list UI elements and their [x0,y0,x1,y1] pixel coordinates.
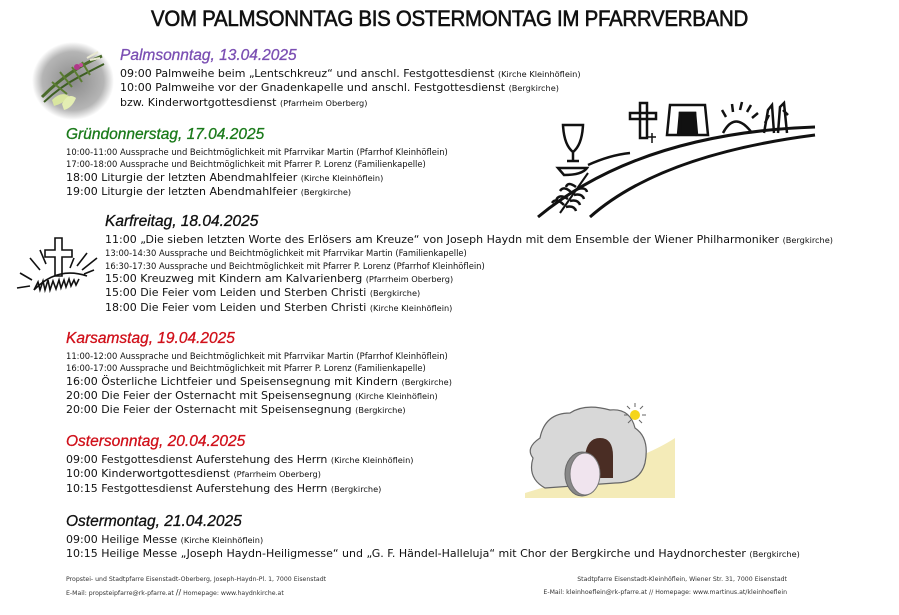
event-line: 09:00 Heilige Messe (Kirche Kleinhöflein) [66,533,264,546]
event-line: bzw. Kinderwortgottesdienst (Pfarrheim Oberberg) [120,95,368,109]
event-line: 10:00-11:00 Aussprache und Beichtmöglichkeit mit Pfarrvikar Martin (Pfarrhof Kleinhöflein) [66,147,448,157]
day-heading: Ostersonntag, 20.04.2025 [66,433,246,450]
event-location: (Bergkirche) [749,549,800,560]
empty-tomb-icon [515,398,675,503]
event-line: 16:00-17:00 Aussprache und Beichtmöglichkeit mit Pfarrer P. Lorenz (Familienkapelle) [66,363,426,374]
footer-left-separator: // [175,588,182,597]
event-line: 11:00-12:00 Aussprache und Beichtmöglichkeit mit Pfarrvikar Martin (Pfarrhof Kleinhöflein) [66,351,448,361]
footer-left-email[interactable]: E-Mail: propsteipfarre@rk-pfarre.at [66,590,174,597]
event-line: 18:00 Liturgie der letzten Abendmahlfeier (Kirche Kleinhöflein) [66,170,384,184]
footer-left-address: Propstei- und Stadtpfarre Eisenstadt-Oberberg, Joseph-Haydn-Pl. 1, 7000 Eisenstadt [66,576,327,583]
event-location: (Bergkirche) [369,288,421,299]
footer-left-homepage[interactable]: Homepage: www.haydnkirche.at [183,590,284,597]
event-line: 16:30-17:30 Aussprache und Beichtmöglichkeit mit Pfarrer P. Lorenz (Pfarrhof Kleinhöflein) [105,260,485,271]
footer-left-contact [66,586,326,600]
event-line: 10:15 Festgottesdienst Auferstehung des Herrn (Bergkirche) [66,481,382,495]
event-location: (Kirche Kleinhöflein) [497,69,581,79]
event-location: (Kirche Kleinhöflein) [355,391,438,402]
event-line: 10:00 Kinderwortgottesdienst (Pfarrheim Oberberg) [66,467,321,481]
event-line: 15:00 Kreuzweg mit Kindern am Kalvarienberg (Pfarrheim Oberberg) [105,272,454,286]
event-location: (Bergkirche) [355,405,406,416]
event-line: 19:00 Liturgie der letzten Abendmahlfeier (Bergkirche) [66,185,352,199]
event-line: 09:00 Festgottesdienst Auferstehung des Herrn (Kirche Kleinhöflein) [66,453,414,466]
day-ostermontag [66,513,800,562]
event-line: 17:00-18:00 Aussprache und Beichtmöglichkeit mit Pfarrer P. Lorenz (Familienkapelle) [66,159,426,170]
event-line: 20:00 Die Feier der Osternacht mit Speisensegnung (Bergkirche) [66,403,406,417]
event-line: 10:15 Heilige Messe „Joseph Haydn-Heiligmesse“ und „G. F. Händel-Halleluja“ mit Chor der Bergkirche und Haydnorchester (Bergkirche) [66,547,800,561]
event-location: (Bergkirche) [330,483,382,494]
day-heading: Karfreitag, 18.04.2025 [105,213,259,230]
holy-week-drawing-icon [530,95,820,220]
event-line: 20:00 Die Feier der Osternacht mit Speisensegnung (Kirche Kleinhöflein) [66,389,438,403]
footer-left [66,573,326,600]
event-location: (Pfarrheim Oberberg) [279,97,368,108]
event-location: (Kirche Kleinhöflein) [369,302,453,313]
day-karfreitag [105,213,833,315]
event-line: 13:00-14:30 Aussprache und Beichtmöglichkeit mit Pfarrvikar Martin (Familienkapelle) [105,248,467,259]
page-title: VOM PALMSONNTAG BIS OSTERMONTAG IM PFARRVERBAND [150,6,748,31]
day-heading: Ostermontag, 21.04.2025 [66,513,242,530]
day-heading: Karsamstag, 19.04.2025 [66,330,235,347]
day-gruendonnerstag [66,126,448,199]
footer-right-email[interactable]: E-Mail: kleinhoeflein@rk-pfarre.at [543,589,648,596]
event-location: (Bergkirche) [401,376,452,387]
footer-right-contact [543,586,787,599]
day-ostersonntag [66,433,413,496]
event-location: (Bergkirche) [508,83,559,94]
event-line: 16:00 Österliche Lichtfeier und Speisensegnung mit Kindern (Bergkirche) [66,374,452,388]
footer-right-separator: // [649,589,654,596]
event-line: 11:00 „Die sieben letzten Worte des Erlösers am Kreuze“ von Joseph Haydn mit dem Ensemble der Wiener Philharmoniker (Bergkirche) [105,233,833,246]
cross-on-hill-icon [12,228,102,303]
day-karsamstag [66,330,452,418]
event-location: (Pfarrheim Oberberg) [233,469,321,480]
day-heading: Gründonnerstag, 17.04.2025 [66,126,265,143]
event-location: (Bergkirche) [300,187,352,198]
event-line: 15:00 Die Feier vom Leiden und Sterben Christi (Bergkirche) [105,286,421,300]
palm-bouquet-photo-icon [32,42,114,120]
day-palmsonntag [120,47,581,110]
day-heading: Palmsonntag, 13.04.2025 [120,47,297,64]
footer-right-homepage[interactable]: Homepage: www.martinus.at/kleinhoeflein [655,589,787,596]
event-location: (Kirche Kleinhöflein) [330,455,414,465]
event-line: 09:00 Palmweihe beim „Lentschkreuz“ und anschl. Festgottesdienst (Kirche Kleinhöflein) [120,67,581,80]
event-location: (Pfarrheim Oberberg) [365,274,454,285]
event-line: 18:00 Die Feier vom Leiden und Sterben Christi (Kirche Kleinhöflein) [105,300,453,314]
event-line: 10:00 Palmweihe vor der Gnadenkapelle und anschl. Festgottesdienst (Bergkirche) [120,81,559,95]
event-location: (Kirche Kleinhöflein) [180,535,264,545]
event-location: (Kirche Kleinhöflein) [300,172,384,183]
event-location: (Familienkapelle) [354,159,426,170]
event-location: (Bergkirche) [782,235,833,245]
event-location: (Pfarrhof Kleinhöflein) [356,147,448,157]
footer-right-address: Stadtpfarre Eisenstadt-Kleinhöflein, Wiener Str. 31, 7000 Eisenstadt [577,576,787,583]
footer-right [543,573,787,599]
